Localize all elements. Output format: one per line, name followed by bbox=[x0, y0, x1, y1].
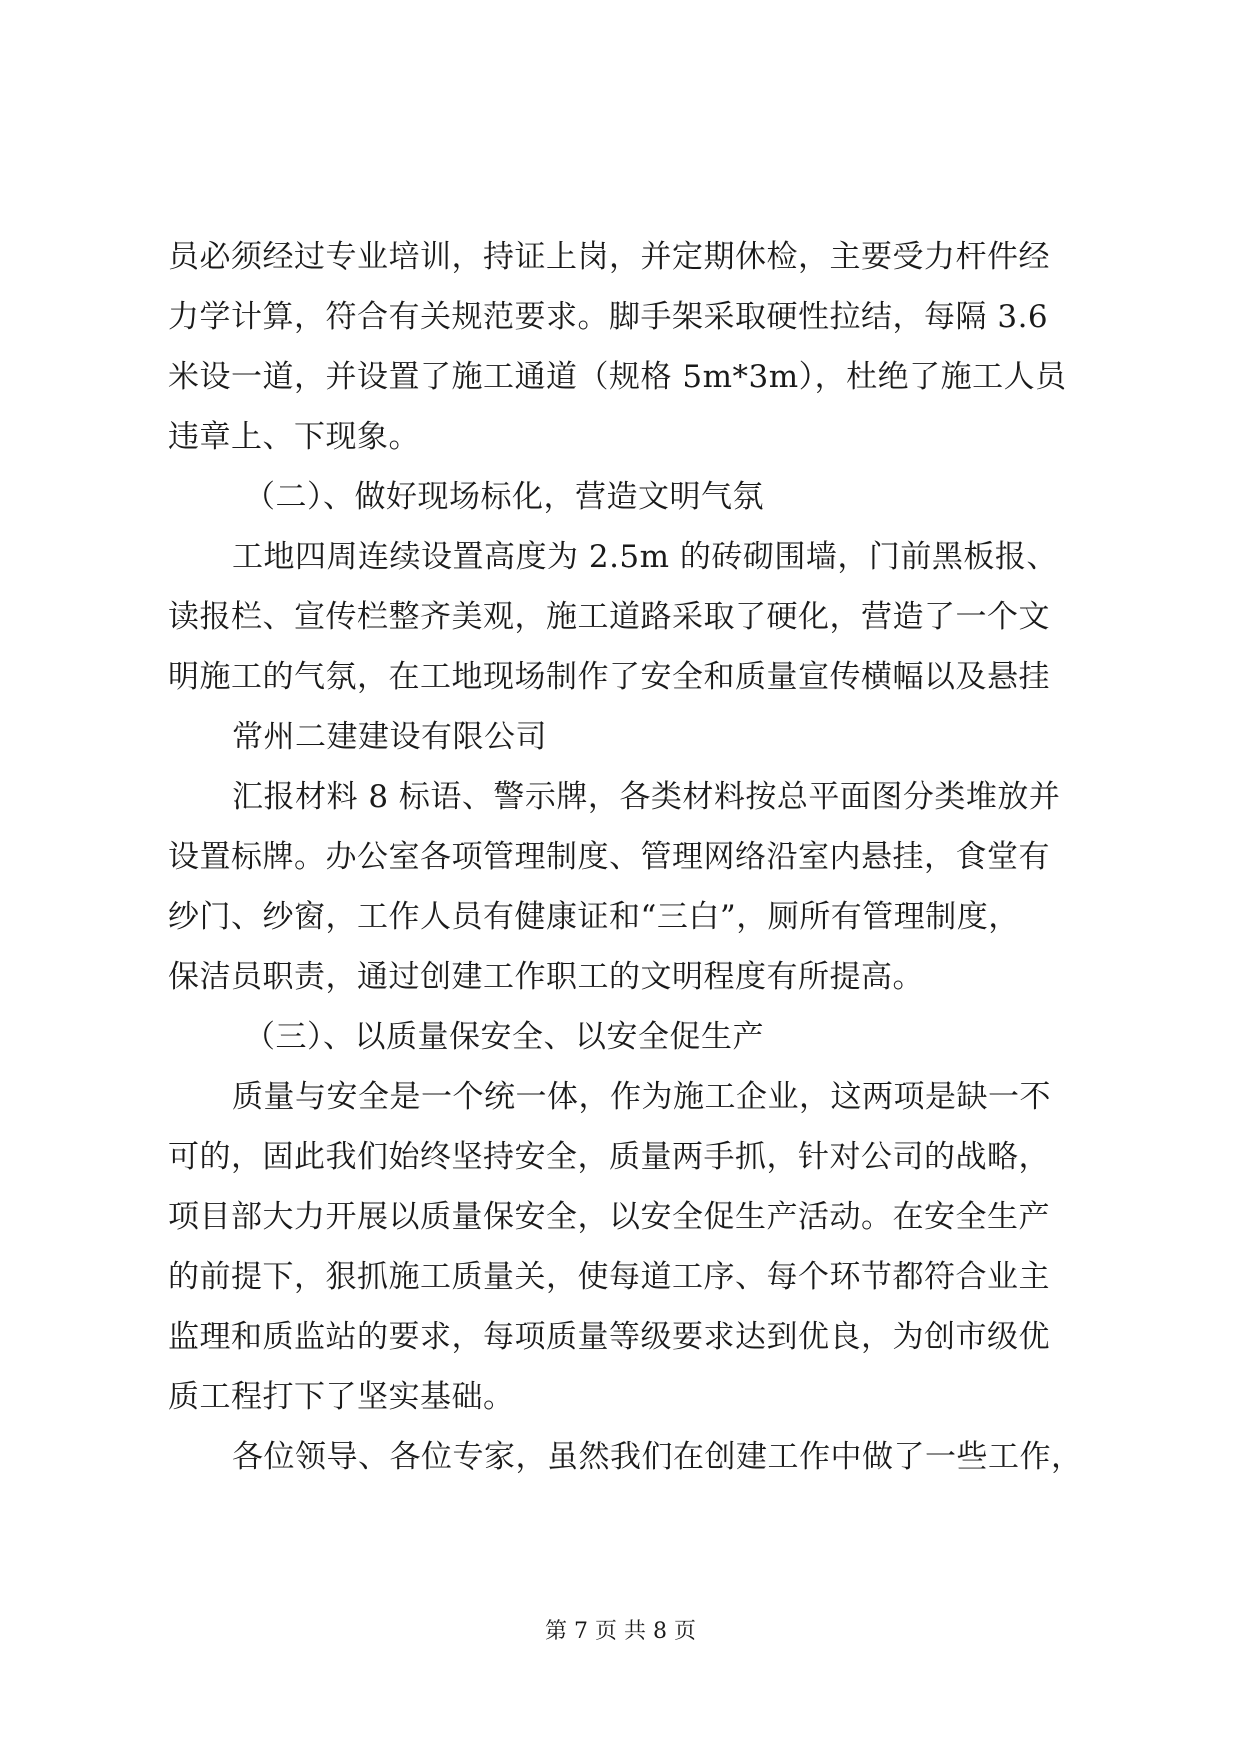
document-body bbox=[168, 227, 1088, 1487]
company-name-line: 常州二建建设有限公司 bbox=[232, 719, 547, 755]
page-number-footer: 第 7 页 共 8 页 bbox=[545, 1619, 696, 1644]
body-line: 可的，固此我们始终坚持安全，质量两手抓，针对公司的战略， bbox=[168, 1139, 1050, 1175]
paragraph-first-line: 质量与安全是一个统一体，作为施工企业，这两项是缺一不 bbox=[232, 1079, 1051, 1115]
body-line: 违章上、下现象。 bbox=[168, 419, 420, 455]
body-line: 的前提下，狠抓施工质量关，使每道工序、每个环节都符合业主 bbox=[168, 1259, 1050, 1295]
section-heading-2: （二）、做好现场标化，营造文明气氛 bbox=[244, 479, 764, 515]
body-line: 质工程打下了坚实基础。 bbox=[168, 1379, 515, 1415]
paragraph-first-line: 汇报材料 8 标语、警示牌，各类材料按总平面图分类堆放并 bbox=[232, 779, 1061, 815]
paragraph-first-line: 各位领导、各位专家，虽然我们在创建工作中做了一些工作， bbox=[232, 1439, 1083, 1475]
body-line: 项目部大力开展以质量保安全，以安全促生产活动。在安全生产 bbox=[168, 1199, 1050, 1235]
body-line: 纱门、纱窗，工作人员有健康证和“三白”，厕所有管理制度， bbox=[168, 899, 1020, 935]
body-line: 明施工的气氛，在工地现场制作了安全和质量宣传横幅以及悬挂 bbox=[168, 659, 1050, 695]
body-line: 力学计算，符合有关规范要求。脚手架采取硬性拉结，每隔 3.6 bbox=[168, 299, 1049, 335]
body-line: 监理和质监站的要求，每项质量等级要求达到优良，为创市级优 bbox=[168, 1319, 1050, 1355]
body-line: 读报栏、宣传栏整齐美观，施工道路采取了硬化，营造了一个文 bbox=[168, 599, 1050, 635]
body-line: 员必须经过专业培训，持证上岗，并定期休检，主要受力杆件经 bbox=[168, 239, 1050, 275]
section-heading-3: （三）、以质量保安全、以安全促生产 bbox=[244, 1019, 764, 1055]
body-line: 保洁员职责，通过创建工作职工的文明程度有所提高。 bbox=[168, 959, 924, 995]
body-line: 设置标牌。办公室各项管理制度、管理网络沿室内悬挂，食堂有 bbox=[168, 839, 1050, 875]
paragraph-first-line: 工地四周连续设置高度为 2.5m 的砖砌围墙，门前黑板报、 bbox=[232, 539, 1058, 575]
body-line: 米设一道，并设置了施工通道（规格 5m*3m），杜绝了施工人员 bbox=[168, 359, 1067, 395]
